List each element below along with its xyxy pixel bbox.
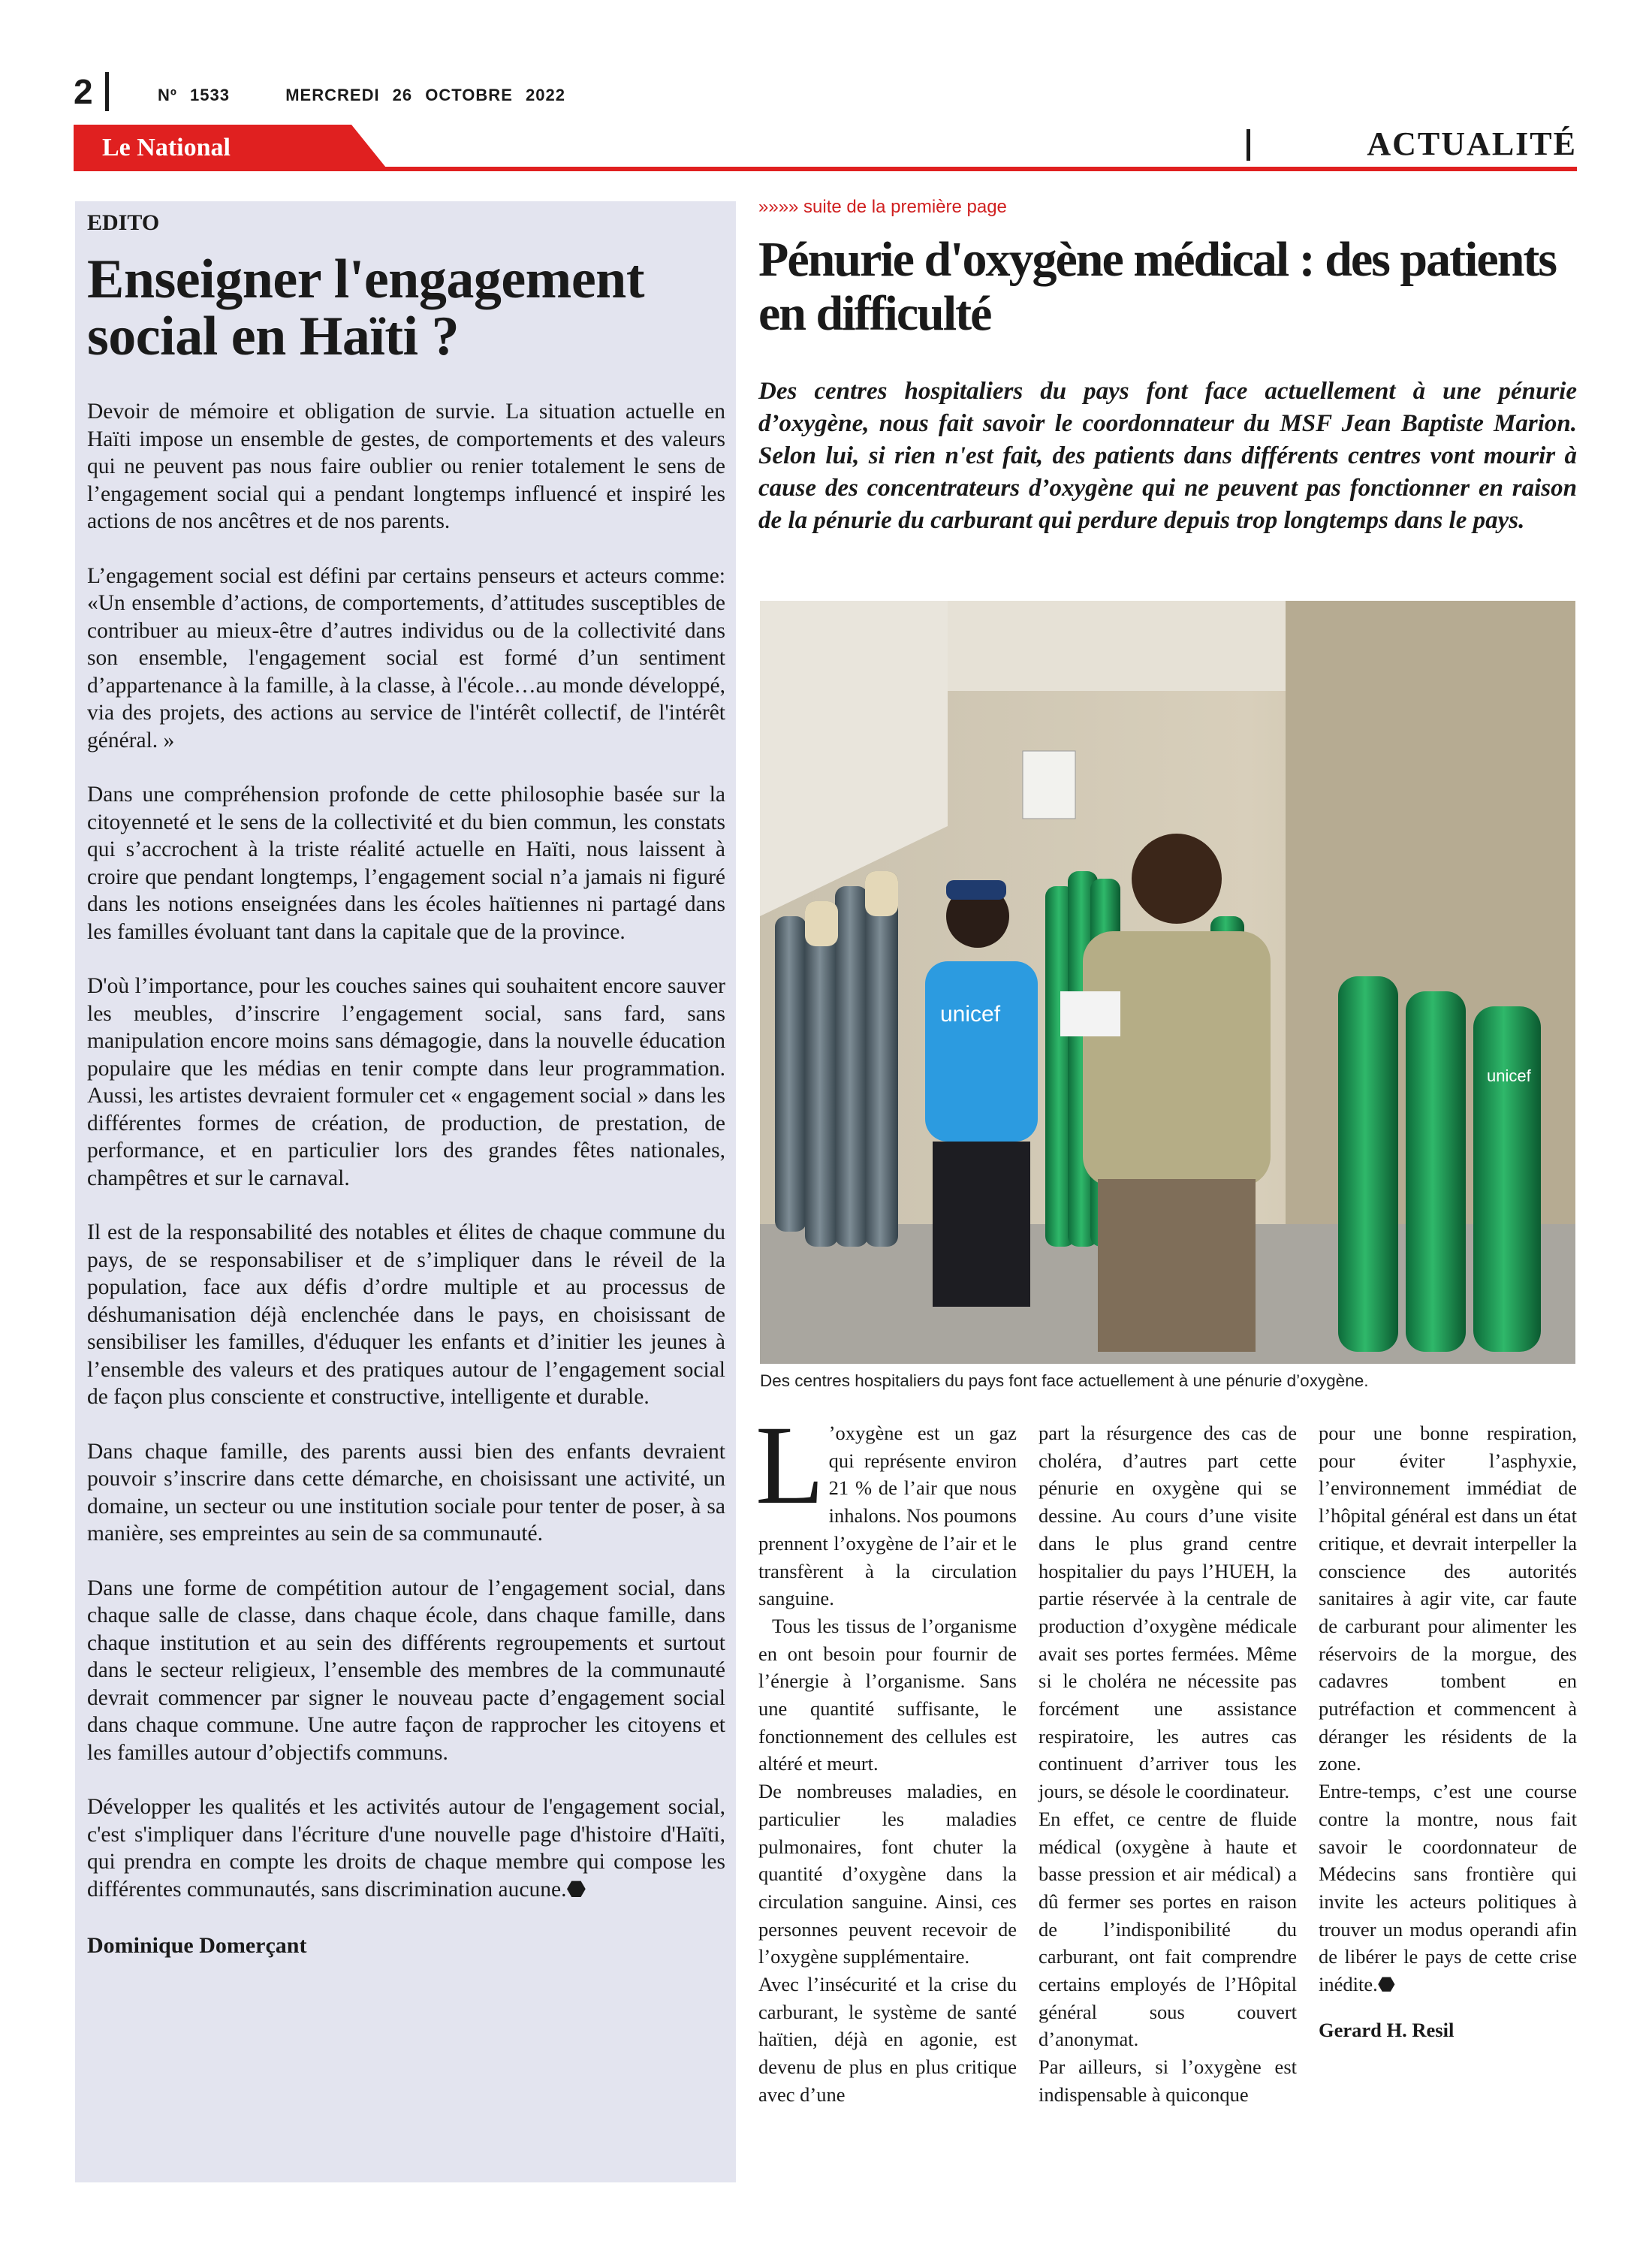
issue-date: MERCREDI 26 OCTOBRE 2022 [285, 86, 565, 104]
edito-paragraph: Devoir de mémoire et obligation de survie. La situation actuelle en Haïti impose un ensemble de gestes, de comportements et des valeurs qui ne peuvent pas nous faire oublier ou renier totalement le sens de l’engagement social qui a pendant longtemps influencé et inspiré les actions de nos ancêtres et de nos parents. [87, 400, 725, 533]
article-author: Gerard H. Resil [1319, 2018, 1455, 2041]
issue-number: Nº 1533 [158, 86, 230, 104]
article-paragraph: Entre-temps, c’est une course contre la montre, nous fait savoir le coordonnateur de Médecins sans frontière qui invite les acteurs politiques à trouver un modus operandi afin de libérer le pays de cette crise inédite.⬣ [1319, 1780, 1577, 1996]
article-title: Pénurie d'oxygène médical : des patients en difficulté [758, 232, 1557, 341]
edito-paragraph: D'où l’importance, pour les couches saines qui souhaitent encore sauver les meubles, d’inscrire l’engagement social, sans fard, sans manipulation encore moins sans démagogie, dans la nouvelle éducation populaire que les médias en tenir compte dans leur programmation. Aussi, les artistes devraient formuler cet « engagement social » dans les différentes formes de création, de production, de prestation, de performance, et en particulier lors des grandes fêtes nationales, champêtres et sur le carnaval. [87, 974, 725, 1190]
edito-paragraph: L’engagement social est défini par certains penseurs et acteurs comme: «Un ensemble d’actions, de comportements, d’attitudes susceptibles de contribuer au mieux-être d’autres individus ou de la collectivité dans son ensemble, l'engagement social est formé d’un sentiment d’appartenance à la famille, à la classe, à l'école…au monde développé, via des projets, des actions au service de l'intérêt collectif, de l'intérêt général. » [87, 563, 725, 753]
article-body [755, 1403, 1577, 2109]
article-text: ’oxygène est un gaz qui représente environ 21 % de l’air que nous inhalons. Nos poumons prennent l’oxygène de l’air et le transfèrent à la circulation sanguine. [758, 1422, 1017, 1610]
article-paragraph [755, 1403, 1017, 1612]
article-paragraph: De nombreuses maladies, en particulier les maladies pulmonaires, font chuter la quantité d’oxygène dans la circulation sanguine. Ainsi, ces personnes peuvent recevoir de l’oxygène supplémentaire. [758, 1780, 1017, 1968]
section-divider [1247, 129, 1250, 161]
edito-paragraph: Il est de la responsabilité des notables et élites de chaque commune du pays, de se responsabiliser et de s’impliquer dans le réveil de la population, face aux défis d’ordre multiple et au processus de déshumanisation déjà enclenchée dans le pays, en choisissant de sensibiliser les familles, d'éduquer les enfants et d’initier les jeunes à l’ensemble des valeurs et des pratiques autour de l’engagement social de façon plus consciente et constructive, intelligente et durable. [87, 1220, 725, 1409]
article-column-2 [1039, 1419, 1297, 2109]
article-paragraph: Par ailleurs, si l’oxygène est indispensable à quiconque [1039, 2055, 1297, 2106]
edito-paragraph: Dans une compréhension profonde de cette philosophie basée sur la citoyenneté et le sens de la collectivité et du bien commun, les constats qui s’accrochent à la triste réalité actuelle en Haïti, nous laissent à croire que pendant longtemps, l’engagement social n’a jamais ni figuré dans les notions enseignées dans les écoles haïtiennes ni partagé dans les familles évoluant tant dans la capitale que de la province. [87, 783, 725, 944]
publication-name: Le National [102, 134, 231, 161]
article-paragraph: pour une bonne respiration, pour éviter l’asphyxie, l’environnement immédiat de l’hôpital général est dans un état critique, et devrait interpeller la conscience des autorités sanitaires à agir vite, car faute de carburant pour alimenter les réservoirs de la morgue, des cadavres tombent en putréfaction et commencent à déranger les résidents de la zone. [1319, 1422, 1577, 1775]
article-paragraph: part la résurgence des cas de choléra, d’autres part cette pénurie en oxygène qui se dessine. Au cours d’une visite dans le plus grand centre hospitalier du pays l’HUEH, la partie réservée à la centrale de production d’oxygène médicale avait ses portes fermées. Même si le choléra ne nécessite pas forcément une assistance respiratoire, les autres cas continuent d’arriver tous les jours, se désole le coordinateur. [1039, 1422, 1297, 1803]
drop-cap: L [755, 1403, 824, 1528]
article-paragraph: Avec l’insécurité et la crise du carburant, le système de santé haïtien, déjà en agonie, est devenu de plus en plus critique avec d’une [758, 1973, 1017, 2106]
continuation-note: »»»» suite de la première page [758, 197, 1007, 217]
article-paragraph: Tous les tissus de l’organisme en ont besoin pour fournir de l’énergie à l’organisme. Sans une quantité suffisante, le fonctionnement des cellules est altéré et meurt. [758, 1614, 1017, 1775]
tank-logo: unicef [1487, 1066, 1531, 1085]
article-paragraph: En effet, ce centre de fluide médical (oxygène à haute et basse pression et air médical) a dû fermer ses portes en raison de l’indisponibilité du carburant, ont fait comprendre certains employés de l’Hôpital général sous couvert d’anonymat. [1039, 1807, 1297, 2051]
edito-label: EDITO [87, 210, 160, 235]
article-column-3 [1319, 1419, 1577, 2109]
edito-body [87, 398, 725, 1903]
page-number: 2 [74, 72, 93, 111]
edito-paragraph: Dans une forme de compétition autour de l’engagement social, dans chaque salle de classe, dans chaque école, dans chaque famille, dans chaque institution et au sein des différents regroupements et surtout dans le secteur religieux, l’ensemble des membres de la communauté devrait commencer par signer le nouveau pacte d’engagement social dans chaque commune. Une autre façon de rapprocher les citoyens et les familles autour d’objectifs communs. [87, 1576, 725, 1765]
edito-author: Dominique Domerçant [87, 1933, 307, 1958]
edito-paragraph: Développer les qualités et les activités autour de l'engagement social, c'est s'impliquer dans l'écriture d'une nouvelle page d'histoire d'Haïti, qui prendra en compte les droits de chaque membre qui compose les différentes communautés, sans discrimination aucune.⬣ [87, 1795, 725, 1902]
issue-info [158, 86, 565, 105]
photo-caption: Des centres hospitaliers du pays font face actuellement à une pénurie d’oxygène. [760, 1371, 1369, 1390]
article-photo [760, 601, 1575, 1364]
article-lead: Des centres hospitaliers du pays font face actuellement à une pénurie d’oxygène, nous fait savoir le coordonnateur du MSF Jean Baptiste Marion. Selon lui, si rien n'est fait, des patients dans différents centres vont mourir à cause des concentrateurs d’oxygène qui ne peuvent pas fonctionner en raison de la pénurie du carburant qui perdure depuis trop longtemps dans le pays. [758, 378, 1577, 534]
shirt-logo: unicef [940, 1002, 1001, 1027]
edito-paragraph: Dans chaque famille, des parents aussi bien des enfants devraient pouvoir s’inscrire dans cette démarche, en choisissant une activité, un domaine, un secteur ou une institution sociale pour tenter de poser, à sa manière, ses empreintes au sein de sa communauté. [87, 1439, 725, 1546]
edito-title: Enseigner l'engagement social en Haïti ? [87, 249, 644, 367]
edito-content [87, 210, 725, 1959]
article-column-1 [755, 1403, 1017, 2109]
section-name: ACTUALITÉ [1367, 125, 1577, 162]
photo-oxygen-tanks [760, 601, 1575, 1364]
page-number-divider [105, 72, 109, 111]
